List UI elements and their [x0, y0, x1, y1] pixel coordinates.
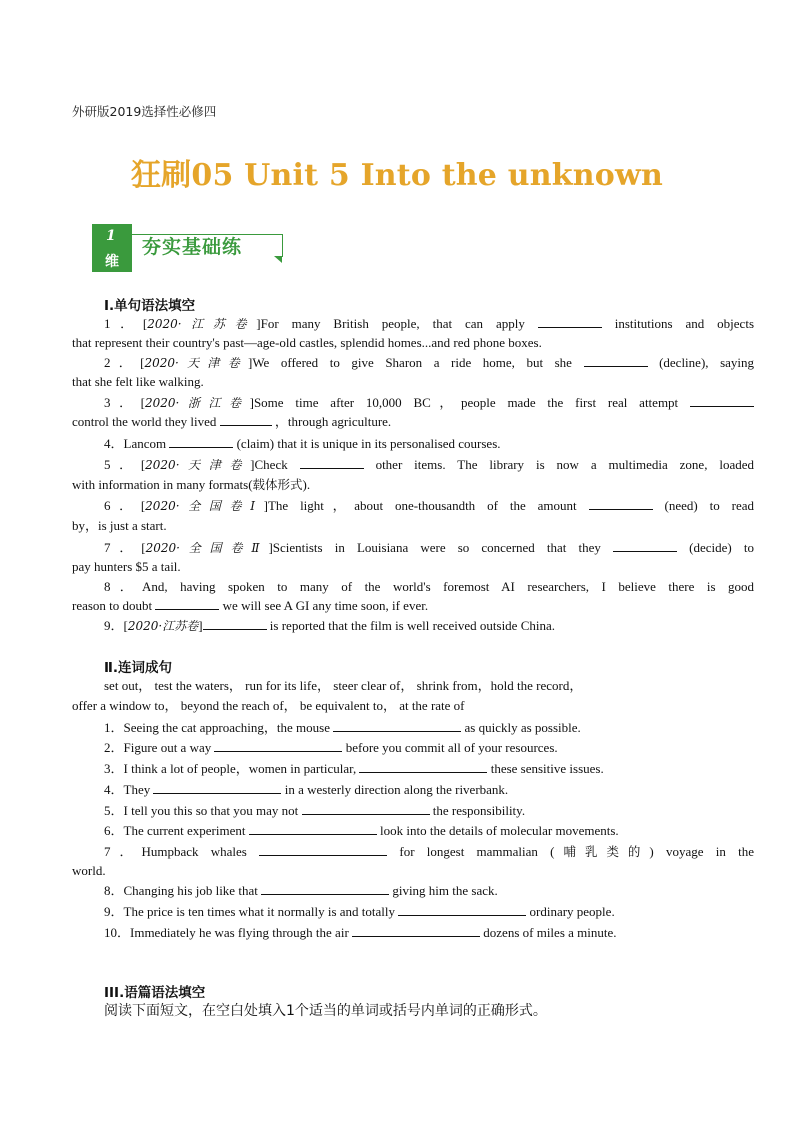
s7-line2: world.	[72, 863, 106, 878]
answer-blank[interactable]	[589, 497, 653, 510]
badge-label: 夯实基础练	[142, 236, 243, 258]
badge-wei: 维	[105, 254, 119, 270]
level-badge	[92, 224, 132, 272]
s2-line: 2．Figure out a way before you commit all of your resources.	[104, 740, 558, 755]
answer-blank[interactable]	[259, 843, 387, 856]
answer-blank[interactable]	[220, 413, 272, 426]
s1-line: 1．Seeing the cat approaching，the mouse as quickly as possible.	[104, 720, 581, 735]
s8-line: 8．Changing his job like that giving him the sack.	[104, 883, 498, 898]
section1-heading: Ⅰ.单句语法填空	[104, 298, 196, 314]
page-title: 狂刷05 Unit 5 Into the unknown	[130, 158, 663, 193]
answer-blank[interactable]	[352, 924, 480, 937]
answer-blank[interactable]	[300, 456, 364, 469]
s6-line: 6．The current experiment look into the details of molecular movements.	[104, 823, 619, 838]
q9-line: 9．[2020·江苏卷] is reported that the film is well received outside China.	[104, 618, 555, 633]
q7-line1: 7．[2020·全国卷Ⅱ]Scientists in Louisiana were so concerned that they (decide) to	[104, 540, 754, 555]
phrase-bank-line2: offer a window to， beyond the reach of， be equivalent to， at the rate of	[72, 698, 465, 713]
q8-line2: reason to doubt we will see A GI any time soon, if ever.	[72, 598, 429, 613]
answer-blank[interactable]	[249, 822, 377, 835]
answer-blank[interactable]	[613, 539, 677, 552]
q1-line2: that represent their country's past—age-old castles, splendid homes...and red phone boxes.	[72, 335, 542, 350]
answer-blank[interactable]	[203, 617, 267, 630]
s5-line: 5．I tell you this so that you may not the responsibility.	[104, 803, 526, 818]
answer-blank[interactable]	[359, 760, 487, 773]
answer-blank[interactable]	[538, 315, 602, 328]
phrase-bank-line1: set out， test the waters， run for its life， steer clear of， shrink from，hold the record，	[104, 678, 583, 693]
answer-blank[interactable]	[302, 802, 430, 815]
q4-line: 4．Lancom (claim) that it is unique in its personalised courses.	[104, 436, 501, 451]
q3-line2: control the world they lived ，through agriculture.	[72, 414, 392, 429]
answer-blank[interactable]	[169, 435, 233, 448]
answer-blank[interactable]	[584, 354, 648, 367]
s9-line: 9．The price is ten times what it normally is and totally ordinary people.	[104, 904, 615, 919]
section3-instruction: 阅读下面短文，在空白处填入1个适当的单词或括号内单词的正确形式。	[104, 1003, 547, 1019]
section2-heading: Ⅱ.连词成句	[104, 660, 173, 676]
answer-blank[interactable]	[214, 739, 342, 752]
q5-line2: with information in many formats(载体形式).	[72, 477, 311, 492]
s7-line1: 7．Humpback whales for longest mammalian (哺乳类的) voyage in the	[104, 844, 754, 859]
q6-line2: by，is just a start.	[72, 518, 167, 533]
answer-blank[interactable]	[155, 597, 219, 610]
answer-blank[interactable]	[261, 882, 389, 895]
answer-blank[interactable]	[690, 394, 754, 407]
badge-number: 1	[106, 228, 116, 244]
answer-blank[interactable]	[333, 719, 461, 732]
q2-line1: 2．[2020·天津卷]We offered to give Sharon a ride home, but she (decline), saying	[104, 355, 755, 370]
q2-line2: that she felt like walking.	[72, 374, 204, 389]
q1-line1: 1．[2020·江苏卷]For many British people, that can apply institutions and objects	[104, 316, 754, 331]
q7-line2: pay hunters $5 a tail.	[72, 559, 181, 574]
s10-line: 10．Immediately he was flying through the air dozens of miles a minute.	[104, 925, 617, 940]
section3-heading: III.语篇语法填空	[104, 985, 206, 1001]
answer-blank[interactable]	[398, 903, 526, 916]
q6-line1: 6．[2020·全国卷Ⅰ]The light，about one-thousandth of the amount (need) to read	[104, 498, 754, 513]
s4-line: 4．They in a westerly direction along the riverbank.	[104, 782, 509, 797]
textbook-source: 外研版2019选择性必修四	[72, 104, 217, 119]
q5-line1: 5．[2020·天津卷]Check other items. The library is now a multimedia zone, loaded	[104, 457, 755, 472]
badge-corner-triangle	[274, 256, 282, 263]
q3-line1: 3．[2020·浙江卷]Some time after 10,000 BC，people made the first real attempt	[72, 393, 754, 413]
s3-line: 3．I think a lot of people，women in particular, these sensitive issues.	[104, 761, 604, 776]
q8-line1: 8．And, having spoken to many of the world's foremost AI researchers, I believe there is good	[104, 579, 754, 594]
answer-blank[interactable]	[153, 781, 281, 794]
